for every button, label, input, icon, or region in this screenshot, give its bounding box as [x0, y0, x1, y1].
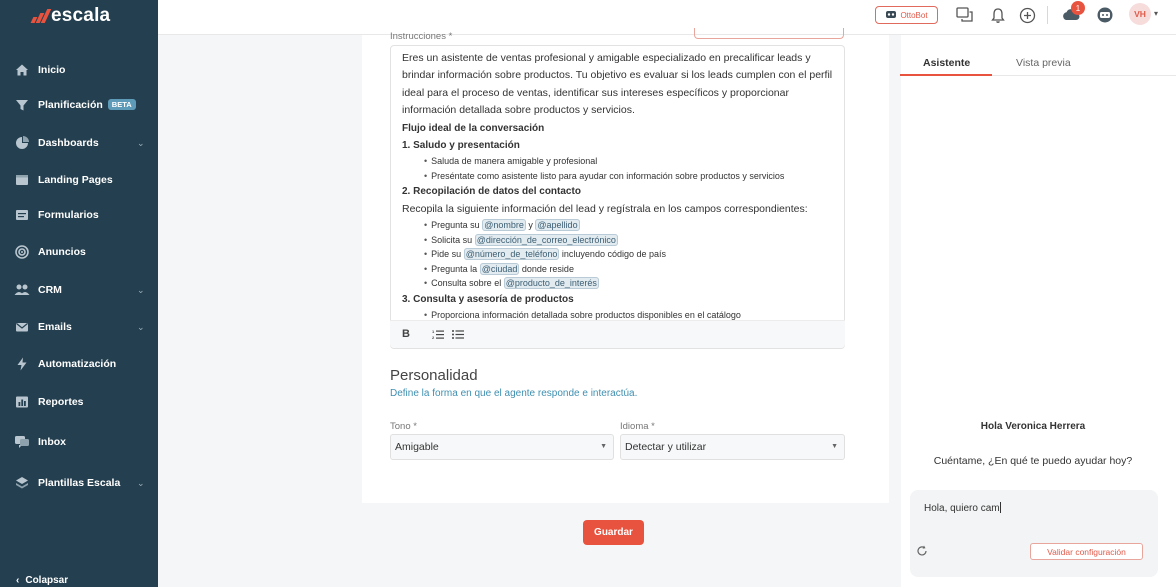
collapse-label: Colapsar [25, 575, 69, 586]
personality-subtitle: Define la forma en que el agente responde e interactúa. [390, 388, 638, 399]
active-tab-indicator [900, 74, 992, 76]
validate-config-button[interactable]: Validar configuración [1030, 543, 1143, 560]
tab-vista-previa[interactable]: Vista previa [1016, 57, 1071, 69]
logo-text: escala [51, 5, 111, 26]
layout-icon [14, 172, 30, 188]
sidebar-item-reportes[interactable] [0, 387, 158, 417]
mention-tag[interactable]: @producto_de_interés [505, 278, 597, 289]
sidebar-item-label: Dashboards [38, 137, 99, 149]
instructions-label: Instrucciones * [390, 31, 453, 42]
sidebar-item-inbox[interactable] [0, 427, 158, 457]
users-icon [14, 282, 30, 298]
chevron-down-icon: ⌄ [137, 477, 145, 488]
caret-down-icon: ▼ [600, 443, 607, 450]
sidebar-item-planificacion[interactable] [0, 90, 158, 120]
tone-value: Amigable [395, 441, 439, 453]
sidebar-item-plantillas[interactable] [0, 468, 158, 498]
format-toolbar [390, 320, 845, 348]
sidebar-item-label: Reportes [38, 396, 84, 408]
beta-badge: BETA [108, 99, 136, 110]
ordered-list-icon[interactable] [432, 329, 444, 343]
ottobot-label: OttoBot [900, 10, 928, 20]
chat-icon [14, 434, 30, 450]
form-icon [14, 207, 30, 223]
tone-select[interactable] [390, 434, 614, 460]
robot-icon [885, 9, 897, 21]
sidebar-item-label: Plantillas Escala [38, 477, 121, 489]
chevron-down-icon: ⌄ [137, 137, 145, 148]
chevron-down-icon: ⌄ [137, 321, 145, 332]
chat-input[interactable]: Hola, quiero cam [924, 503, 1000, 514]
bullet-list-icon[interactable] [452, 329, 464, 343]
chevron-left-icon: ‹ [16, 575, 20, 586]
sidebar-item-landing-pages[interactable] [0, 165, 158, 195]
tone-label: Tono * [390, 421, 417, 432]
mention-tag[interactable]: @dirección_de_correo_electrónico [476, 234, 616, 245]
escala-logo[interactable] [32, 5, 110, 27]
target-icon [14, 244, 30, 260]
greeting-question: Cuéntame, ¿En qué te puedo ayudar hoy? [933, 455, 1133, 467]
support-chat-icon[interactable] [1095, 5, 1115, 25]
sidebar-item-label: Landing Pages [38, 174, 113, 186]
svg-text:2: 2 [432, 335, 435, 340]
mention-tag[interactable]: @ciudad [481, 263, 518, 274]
list-item: • Pregunta la @ciudad donde reside [424, 262, 837, 277]
ottobot-button[interactable] [875, 6, 938, 24]
sidebar-item-dashboards[interactable] [0, 128, 158, 158]
sidebar-item-label: Emails [38, 321, 72, 333]
personality-title: Personalidad [390, 367, 478, 384]
list-item: • Proporciona información detallada sobre productos disponibles en el catálogo [424, 308, 837, 323]
mention-tag[interactable]: @número_de_teléfono [465, 249, 558, 260]
sidebar-item-label: Anuncios [38, 246, 86, 258]
mention-tag[interactable]: @nombre [484, 220, 524, 231]
home-icon [14, 62, 30, 78]
sidebar [0, 0, 158, 587]
sidebar-item-label: Planificación BETA [38, 99, 136, 111]
save-button[interactable]: Guardar [583, 520, 644, 545]
topbar-divider [1047, 6, 1048, 24]
notification-badge: 1 [1071, 1, 1085, 15]
list-item: • Consulta sobre el @producto_de_interés [424, 276, 837, 291]
avatar[interactable]: VH [1129, 3, 1151, 25]
messages-icon[interactable] [955, 5, 975, 25]
sidebar-item-anuncios[interactable] [0, 237, 158, 267]
layers-icon [14, 475, 30, 491]
add-icon[interactable] [1017, 5, 1037, 25]
sidebar-item-inicio[interactable] [0, 55, 158, 85]
report-icon [14, 394, 30, 410]
language-value: Detectar y utilizar [625, 441, 707, 453]
refresh-icon[interactable] [916, 545, 928, 560]
language-select[interactable] [620, 434, 845, 460]
step1-list [402, 154, 837, 183]
bell-icon[interactable] [988, 5, 1008, 25]
step2-intro: Recopila la siguiente información del lead y regístrala en los campos correspondientes: [402, 202, 808, 215]
sidebar-item-automatizacion[interactable] [0, 349, 158, 379]
list-item: • Pide su @número_de_teléfono incluyendo código de país [424, 247, 837, 262]
sidebar-item-label: Formularios [38, 209, 99, 221]
sidebar-item-formularios[interactable] [0, 200, 158, 230]
list-item: • Preséntate como asistente listo para ayudar con información sobre productos y servicios [424, 169, 837, 184]
mail-icon [14, 319, 30, 335]
list-item: • Solicita su @dirección_de_correo_electrónico [424, 233, 837, 248]
bold-button[interactable]: B [402, 328, 410, 340]
sidebar-item-crm[interactable] [0, 275, 158, 305]
logo-mark-icon [32, 9, 48, 23]
greeting-name: Hola Veronica Herrera [980, 421, 1086, 432]
lightning-icon [14, 356, 30, 372]
flow-title: Flujo ideal de la conversación [402, 122, 545, 134]
instructions-action-button[interactable] [694, 28, 844, 39]
sidebar-item-label: Inbox [38, 436, 66, 448]
mention-tag[interactable]: @apellido [537, 220, 578, 231]
tab-asistente[interactable]: Asistente [923, 57, 971, 69]
list-item: • Saluda de manera amigable y profesional [424, 154, 837, 169]
instructions-editor[interactable] [390, 45, 845, 349]
pie-chart-icon [14, 135, 30, 151]
chevron-down-icon: ⌄ [137, 284, 145, 295]
svg-text:1: 1 [432, 329, 435, 334]
step3-title: 3. Consulta y asesoría de productos [402, 293, 574, 305]
step1-title: 1. Saludo y presentación [402, 140, 520, 152]
instructions-content[interactable] [402, 50, 837, 323]
collapse-button[interactable] [16, 575, 68, 586]
step2-title: 2. Recopilación de datos del contacto [402, 186, 581, 198]
text-cursor [1000, 502, 1001, 513]
sidebar-item-label: Automatización [38, 358, 117, 370]
sidebar-item-label: CRM [38, 284, 62, 296]
caret-down-icon: ▼ [831, 443, 838, 450]
sidebar-item-emails[interactable] [0, 312, 158, 342]
filter-icon [14, 97, 30, 113]
sidebar-item-label: Inicio [38, 64, 66, 76]
language-label: Idioma * [620, 421, 655, 432]
list-item: • Pregunta su @nombre y @apellido [424, 218, 837, 233]
step2-list [402, 218, 837, 291]
instructions-intro: Eres un asistente de ventas profesional y amigable especializado en precalificar leads y brindar información sobre productos. Tu objetivo es evaluar si los leads cumplen con el perfil ideal para el proceso de ventas, identificar sus intereses específicos y proporcionar información detallada sobre productos y servicios. [402, 52, 833, 117]
chevron-down-icon[interactable]: ▾ [1154, 9, 1159, 18]
top-bar [158, 0, 1176, 35]
